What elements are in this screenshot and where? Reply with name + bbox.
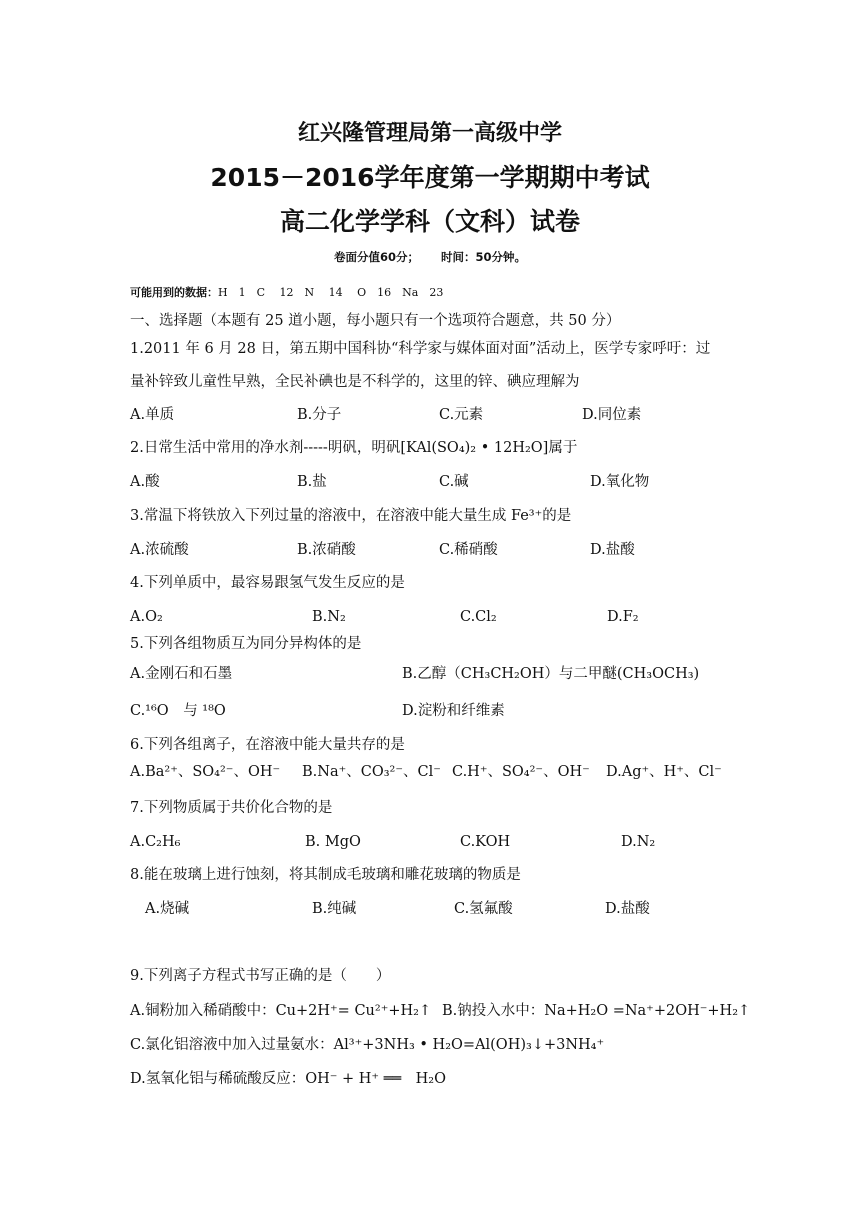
- q2-option-b: B.盐: [297, 474, 327, 490]
- q8-stem: 8.能在玻璃上进行蚀刻，将其制成毛玻璃和雕花玻璃的物质是: [130, 867, 521, 883]
- q2-option-a: A.酸: [130, 474, 160, 490]
- q7-option-a: A.C₂H₆: [130, 834, 181, 850]
- q6-option-b: B.Na⁺、CO₃²⁻、Cl⁻: [302, 764, 441, 780]
- q6-option-a: A.Ba²⁺、SO₄²⁻、OH⁻: [130, 764, 281, 780]
- q9-option-a: A.铜粉加入稀硝酸中：Cu+2H⁺= Cu²⁺+H₂↑: [130, 1003, 432, 1019]
- q3-option-d: D.盐酸: [590, 542, 635, 558]
- section-heading: 一、选择题（本题有 25 道小题，每小题只有一个选项符合题意，共 50 分）: [130, 313, 621, 329]
- q8-option-c: C.氢氟酸: [454, 901, 513, 917]
- q4-option-d: D.F₂: [607, 609, 639, 625]
- q6-option-d: D.Ag⁺、H⁺、Cl⁻: [606, 764, 722, 780]
- q4-option-b: B.N₂: [312, 609, 346, 625]
- q9-option-d: D.氢氧化铝与稀硫酸反应：OH⁻ + H⁺ ══ H₂O: [130, 1071, 446, 1087]
- q7-option-d: D.N₂: [621, 834, 656, 850]
- atomic-mass-data: [130, 284, 443, 300]
- exam-info: [0, 249, 860, 265]
- q1-option-c: C.元素: [439, 407, 484, 423]
- q6-option-c: C.H⁺、SO₄²⁻、OH⁻: [452, 764, 590, 780]
- q5-option-a: A.金刚石和石墨: [130, 666, 233, 682]
- q8-option-b: B.纯碱: [312, 901, 357, 917]
- q1-stem-line1: 1.2011 年 6 月 28 日，第五期中国科协“科学家与媒体面对面”活动上，医学专家呼吁：过: [130, 341, 711, 357]
- q7-option-c: C.KOH: [460, 834, 511, 850]
- school-name: 红兴隆管理局第一高级中学: [297, 121, 562, 146]
- q4-stem: 4.下列单质中，最容易跟氢气发生反应的是: [130, 575, 405, 591]
- paper-title: 高二化学学科（文科）试卷: [279, 207, 580, 236]
- q2-option-c: C.碱: [439, 474, 469, 490]
- q4-option-c: C.Cl₂: [460, 609, 497, 625]
- score-info: 卷面分值60分；: [333, 250, 419, 264]
- q6-stem: 6.下列各组离子，在溶液中能大量共存的是: [130, 737, 405, 753]
- q5-stem: 5.下列各组物质互为同分异构体的是: [130, 636, 362, 652]
- q1-option-d: D.同位素: [582, 407, 642, 423]
- q5-option-d: D.淀粉和纤维素: [402, 703, 505, 719]
- data-label: 可能用到的数据：: [130, 286, 218, 299]
- q7-stem: 7.下列物质属于共价化合物的是: [130, 800, 333, 816]
- time-info: 时间：50分钟。: [441, 250, 527, 264]
- q3-option-b: B.浓硝酸: [297, 542, 356, 558]
- q3-option-c: C.稀硝酸: [439, 542, 498, 558]
- q7-option-b: B. MgO: [305, 834, 361, 850]
- q1-option-b: B.分子: [297, 407, 342, 423]
- q1-option-a: A.单质: [130, 407, 175, 423]
- q9-option-b: B.钠投入水中：Na+H₂O =Na⁺+2OH⁻+H₂↑: [442, 1003, 751, 1019]
- q4-option-a: A.O₂: [130, 609, 163, 625]
- q9-stem: 9.下列离子方程式书写正确的是（ ）: [130, 968, 391, 984]
- q2-stem: 2.日常生活中常用的净水剂-----明矾，明矾[KAl(SO₄)₂ • 12H₂O]属于: [130, 440, 578, 456]
- q3-option-a: A.浓硫酸: [130, 542, 189, 558]
- q3-stem: 3.常温下将铁放入下列过量的溶液中，在溶液中能大量生成 Fe³⁺的是: [130, 508, 572, 524]
- q1-stem-line2: 量补锌致儿童性早熟，全民补碘也是不科学的，这里的锌、碘应理解为: [130, 374, 580, 390]
- exam-title: 2015－2016学年度第一学期期中考试: [210, 163, 650, 192]
- q5-option-c: C.¹⁶O 与 ¹⁸O: [130, 703, 226, 719]
- q2-option-d: D.氧化物: [590, 474, 650, 490]
- data-values: H 1 C 12 N 14 O 16 Na 23: [218, 286, 444, 299]
- q5-option-b: B.乙醇（CH₃CH₂OH）与二甲醚(CH₃OCH₃): [402, 666, 700, 682]
- q8-option-d: D.盐酸: [605, 901, 650, 917]
- q9-option-c: C.氯化铝溶液中加入过量氨水：Al³⁺+3NH₃ • H₂O=Al(OH)₃↓+3NH₄⁺: [130, 1037, 605, 1053]
- q8-option-a: A.烧碱: [145, 901, 190, 917]
